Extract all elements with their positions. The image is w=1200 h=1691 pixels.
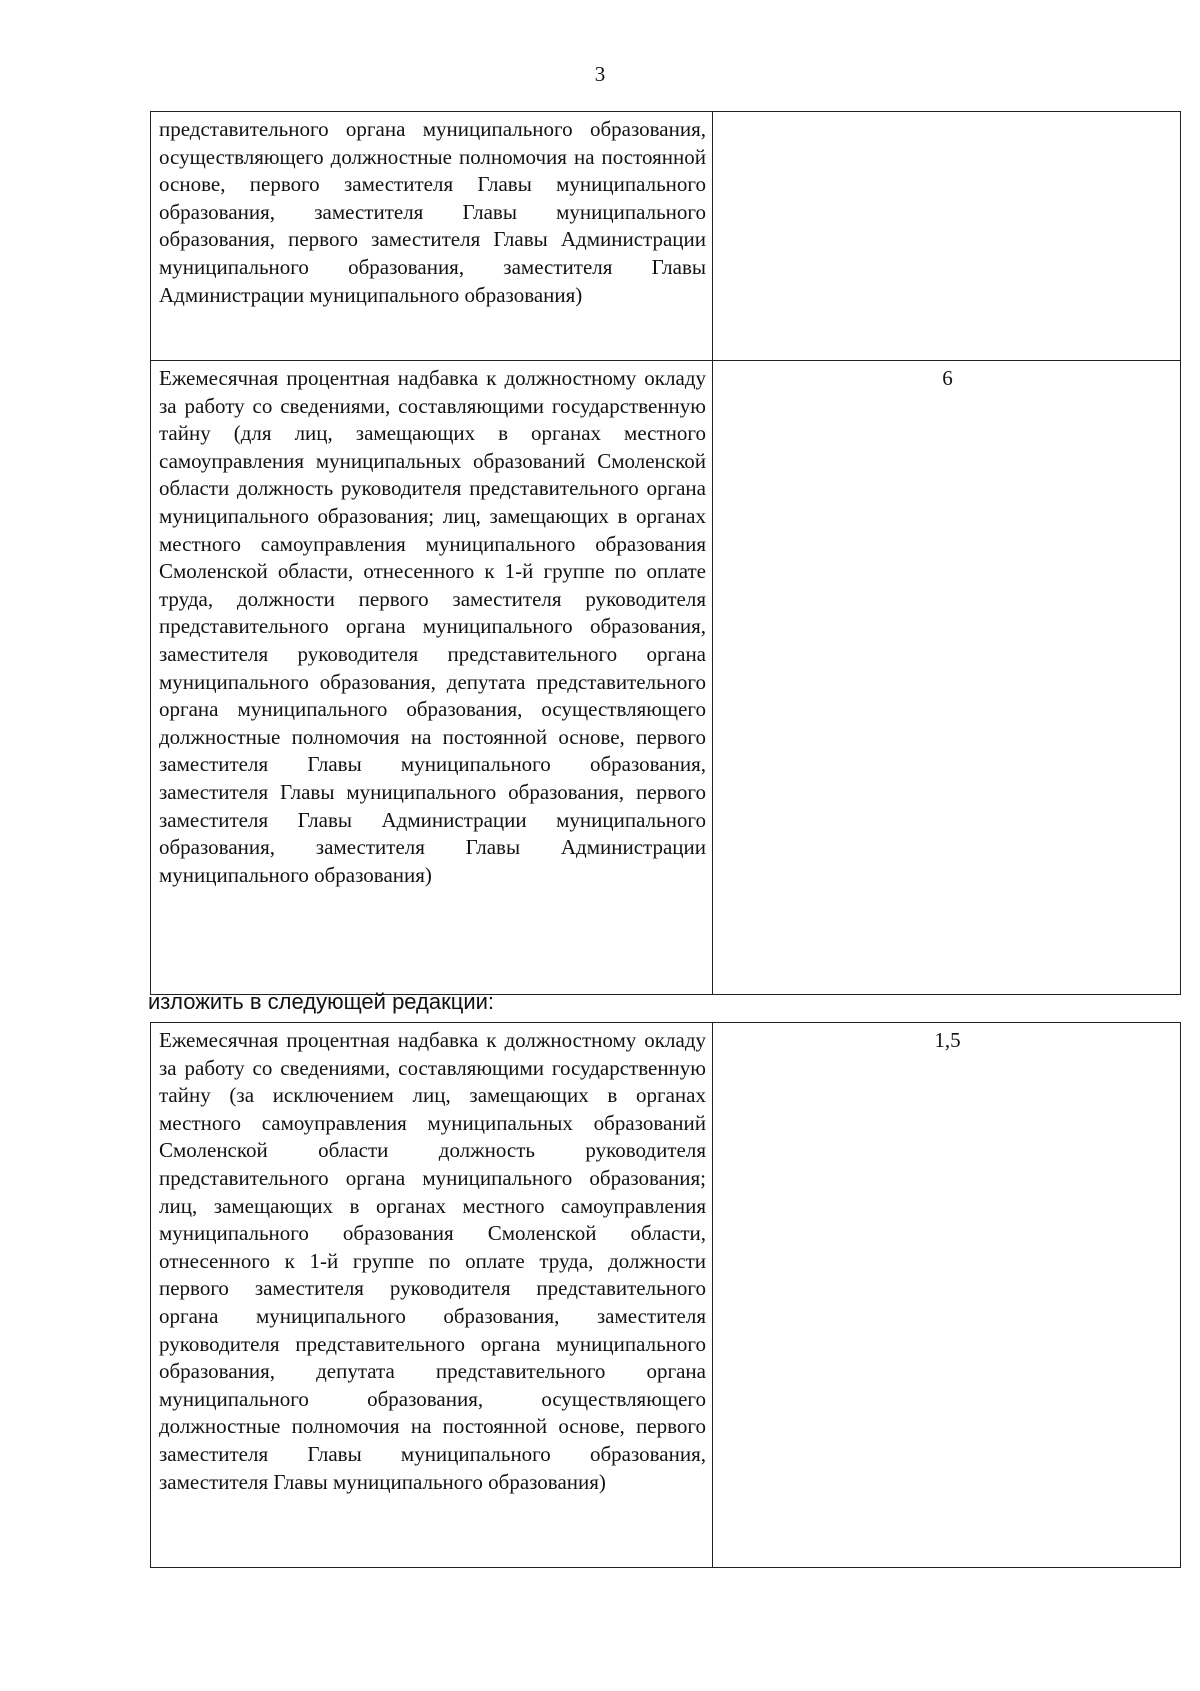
amendment-instruction: изложить в следующей редакции: [148, 989, 495, 1014]
current-text-table [150, 111, 1181, 995]
new-text-table [150, 1022, 1181, 1568]
table-row [151, 361, 1181, 995]
row-value: 6 [713, 361, 1181, 995]
row-description: Ежемесячная процентная надбавка к должностному окладу за работу со сведениями, составляющими государственную тайну (для лиц, замещающих в органах местного самоуправления муниципальных образований Смоленской области должность руководителя представительного органа муниципального образования; лиц, замещающих в органах местного самоуправления муниципального образования Смоленской области, отнесенного к 1-й группе по оплате труда, должности первого заместителя руководителя представительного органа муниципального образования, заместителя руководителя представительного органа муниципального образования, депутата представительного органа муниципального образования, осуществляющего должностные полномочия на постоянной основе, первого заместителя Главы муниципального образования, заместителя Главы муниципального образования, первого заместителя Главы Администрации муниципального образования, заместителя Главы Администрации муниципального образования) [151, 361, 713, 995]
row-description: Ежемесячная процентная надбавка к должностному окладу за работу со сведениями, составляющими государственную тайну (за исключением лиц, замещающих в органах местного самоуправления муниципальных образований Смоленской области должность руководителя представительного органа муниципального образования; лиц, замещающих в органах местного самоуправления муниципального образования Смоленской области, отнесенного к 1-й группе по оплате труда, должности первого заместителя руководителя представительного органа муниципального образования, заместителя руководителя представительного органа муниципального образования, депутата представительного органа муниципального образования, осуществляющего должностные полномочия на постоянной основе, первого заместителя Главы муниципального образования, заместителя Главы муниципального образования) [151, 1023, 713, 1568]
row-value [713, 112, 1181, 361]
table-row [151, 1023, 1181, 1568]
row-value: 1,5 [713, 1023, 1181, 1568]
table-row [151, 112, 1181, 361]
page-number: 3 [594, 62, 606, 86]
row-description: представительного органа муниципального образования, осуществляющего должностные полномочия на постоянной основе, первого заместителя Главы муниципального образования, заместителя Главы муниципального образования, первого заместителя Главы Администрации муниципального образования, заместителя Главы Администрации муниципального образования) [151, 112, 713, 361]
